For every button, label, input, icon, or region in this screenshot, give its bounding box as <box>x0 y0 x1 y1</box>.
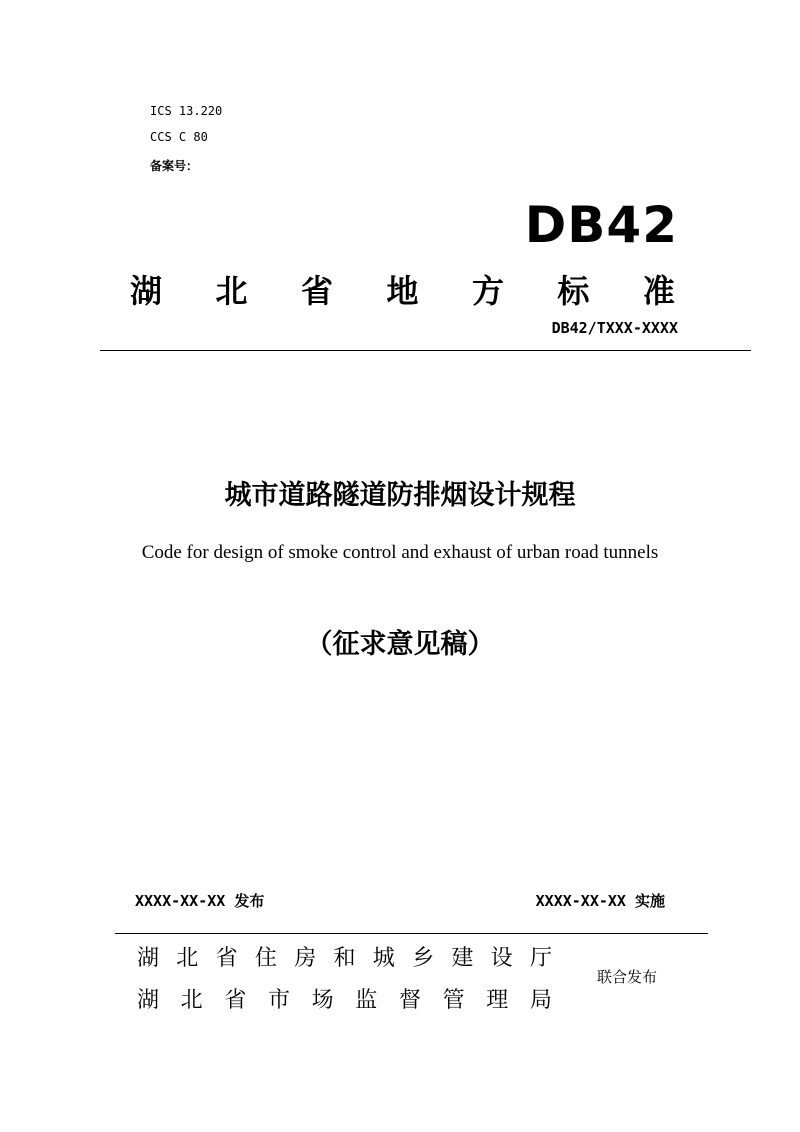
ics-code: ICS 13.220 <box>150 104 223 118</box>
issuer-char: 局 <box>529 988 552 1013</box>
issuer-char: 省 <box>215 946 238 971</box>
issuer-char: 厅 <box>529 946 552 971</box>
category-char: 地 <box>386 272 419 310</box>
issuer-housing-department <box>137 941 552 972</box>
footer-divider <box>115 933 708 934</box>
standard-number: DB42/TXXX-XXXX <box>551 319 678 337</box>
issuer-char: 乡 <box>412 946 435 971</box>
issuer-char: 湖 <box>137 988 160 1013</box>
category-char: 方 <box>471 272 504 310</box>
issuer-char: 监 <box>355 988 378 1013</box>
category-char: 准 <box>642 272 675 310</box>
issuer-char: 北 <box>180 988 203 1013</box>
issuer-char: 湖 <box>137 946 160 971</box>
category-char: 北 <box>215 272 248 310</box>
issuer-char: 省 <box>224 988 247 1013</box>
issuer-char: 管 <box>442 988 465 1013</box>
ccs-code: CCS C 80 <box>150 130 208 144</box>
issuer-char: 城 <box>372 946 395 971</box>
implementation-date: XXXX-XX-XX 实施 <box>535 892 665 910</box>
category-char: 标 <box>557 272 590 310</box>
record-number-label: 备案号： <box>150 159 199 173</box>
joint-release-label: 联合发布 <box>597 968 658 986</box>
category-char: 省 <box>300 272 333 310</box>
issuer-char: 和 <box>333 946 356 971</box>
category-char: 湖 <box>130 272 163 310</box>
document-title-cn: 城市道路隧道防排烟设计规程 <box>224 480 576 511</box>
issuer-market-regulation-bureau <box>137 983 552 1014</box>
standard-category-title <box>130 266 675 312</box>
issuer-char: 理 <box>486 988 509 1013</box>
issuer-char: 督 <box>398 988 421 1013</box>
issuer-char: 市 <box>267 988 290 1013</box>
standard-code: DB42 <box>524 196 678 254</box>
issuer-char: 房 <box>294 946 317 971</box>
header-divider <box>100 350 751 351</box>
issuer-char: 北 <box>176 946 199 971</box>
issuer-char: 场 <box>311 988 334 1013</box>
draft-label: （征求意见稿） <box>305 629 495 660</box>
issuer-char: 设 <box>490 946 513 971</box>
issuer-char: 住 <box>254 946 277 971</box>
issue-date: XXXX-XX-XX 发布 <box>135 892 265 910</box>
document-title-en: Code for design of smoke control and exhaust of urban road tunnels <box>141 542 659 563</box>
issuer-char: 建 <box>451 946 474 971</box>
